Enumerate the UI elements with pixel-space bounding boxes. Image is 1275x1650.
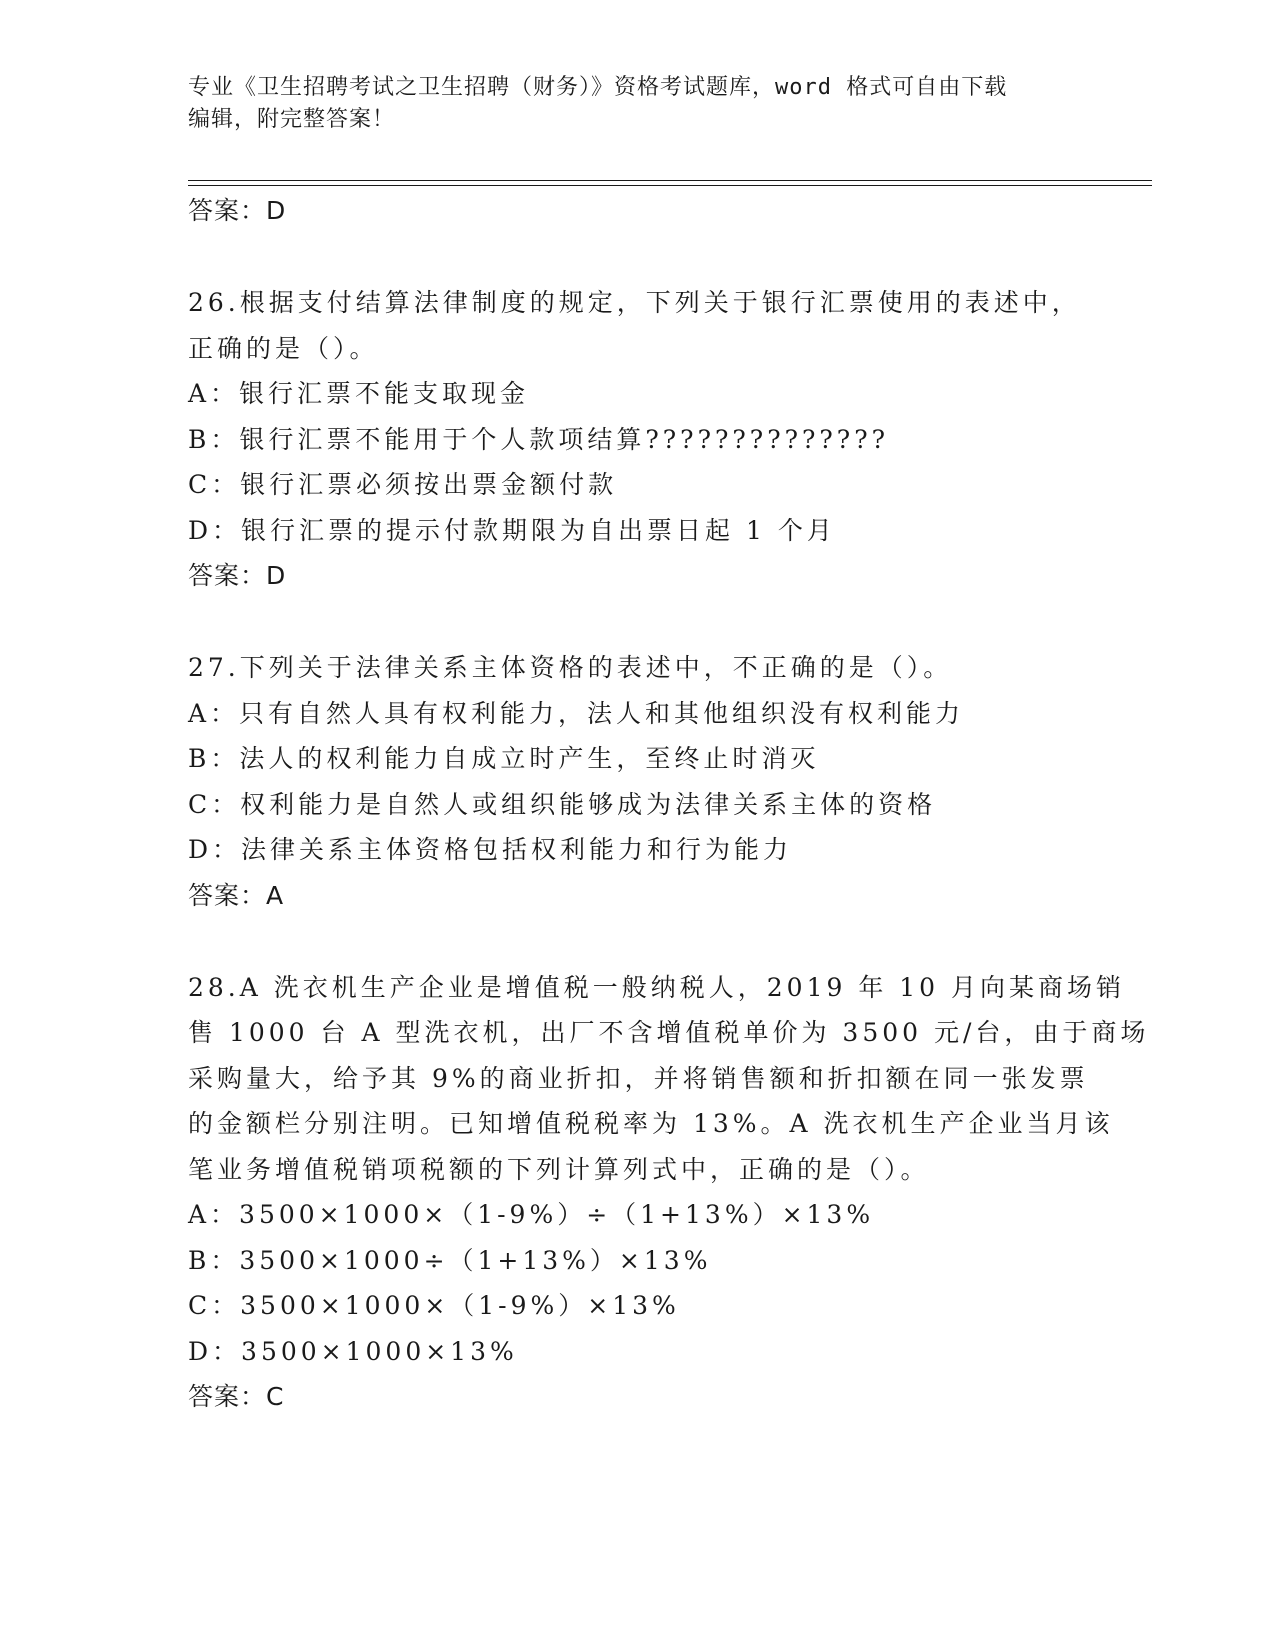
question-28 xyxy=(188,965,1150,1421)
option-c: C：银行汇票必须按出票金额付款 xyxy=(188,470,618,499)
document-header xyxy=(188,72,1088,136)
question-stem: 售 1000 台 A 型洗衣机，出厂不含增值税单价为 3500 元/台，由于商场 xyxy=(188,1018,1150,1047)
option-b: B：法人的权利能力自成立时产生，至终止时消灭 xyxy=(188,744,820,773)
answer: 答案：D xyxy=(188,561,287,590)
question-stem: 采购量大，给予其 9%的商业折扣，并将销售额和折扣额在同一张发票 xyxy=(188,1063,1089,1093)
question-stem: 27.下列关于法律关系主体资格的表述中，不正确的是（）。 xyxy=(188,653,953,682)
option-a: A：3500×1000×（1-9%）÷（1+13%）×13% xyxy=(188,1200,875,1229)
answer-previous: 答案：D xyxy=(188,196,287,225)
question-stem: 笔业务增值税销项税额的下列计算列式中，正确的是（）。 xyxy=(188,1154,930,1184)
header-divider-bottom xyxy=(188,185,1152,186)
header-line-1: 专业《卫生招聘考试之卫生招聘（财务）》资格考试题库，word 格式可自由下载 xyxy=(188,75,1008,100)
option-d: D：法律关系主体资格包括权利能力和行为能力 xyxy=(188,835,793,864)
question-stem: 26.根据支付结算法律制度的规定，下列关于银行汇票使用的表述中， xyxy=(188,288,1081,317)
question-stem: 的金额栏分别注明。已知增值税税率为 13%。A 洗衣机生产企业当月该 xyxy=(188,1109,1114,1138)
question-stem: 正确的是（）。 xyxy=(188,333,379,363)
option-d: D：银行汇票的提示付款期限为自出票日起 1 个月 xyxy=(188,515,836,545)
option-c: C：3500×1000×（1-9%）×13% xyxy=(188,1291,680,1320)
header-line-2: 编辑，附完整答案！ xyxy=(188,107,396,132)
question-stem: 28.A 洗衣机生产企业是增值税一般纳税人，2019 年 10 月向某商场销 xyxy=(188,972,1126,1002)
option-a: A：银行汇票不能支取现金 xyxy=(188,379,530,408)
question-27 xyxy=(188,645,1088,919)
answer: 答案：C xyxy=(188,1382,285,1411)
answer: 答案：A xyxy=(188,880,285,910)
question-list xyxy=(188,188,1150,1420)
header-divider-top xyxy=(188,180,1152,181)
option-d: D：3500×1000×13% xyxy=(188,1336,518,1366)
option-a: A：只有自然人具有权利能力，法人和其他组织没有权利能力 xyxy=(188,698,965,728)
option-b: B：银行汇票不能用于个人款项结算?????????????? xyxy=(188,424,890,454)
option-c: C：权利能力是自然人或组织能够成为法律关系主体的资格 xyxy=(188,789,937,819)
question-26 xyxy=(188,280,1088,599)
option-b: B：3500×1000÷（1+13%）×13% xyxy=(188,1245,712,1275)
